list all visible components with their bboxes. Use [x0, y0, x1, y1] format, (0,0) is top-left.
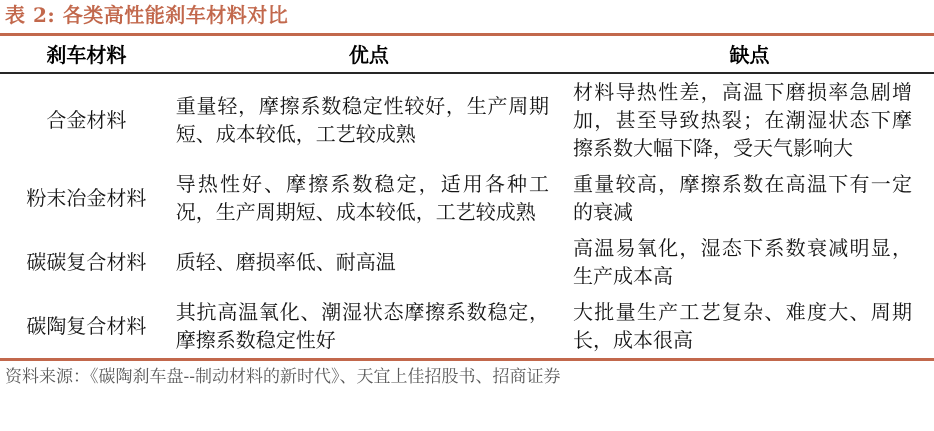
- material-pros: 导热性好、摩擦系数稳定，适用各种工况，生产周期短、成本较低，工艺较成熟: [175, 172, 550, 224]
- table-row: [0, 294, 934, 360]
- column-header-pros: 优点: [173, 36, 565, 73]
- comparison-table: [0, 36, 934, 361]
- material-cons: 高温易氧化，湿态下系数衰减明显，生产成本高: [573, 236, 912, 288]
- material-pros: 重量轻，摩擦系数稳定性较好，生产周期短、成本较低，工艺较成熟: [175, 94, 550, 146]
- material-cons: 材料导热性差，高温下磨损率急剧增加，甚至导致热裂；在潮湿状态下摩擦系数大幅下降，受天气影响大: [573, 80, 912, 160]
- table-row: [0, 166, 934, 230]
- material-cons: 大批量生产工艺复杂、难度大、周期长，成本很高: [573, 300, 912, 352]
- material-cons: 重量较高，摩擦系数在高温下有一定的衰减: [573, 172, 912, 224]
- material-name: 粉末冶金材料: [26, 186, 147, 210]
- column-header-material: 刹车材料: [0, 36, 173, 73]
- material-pros: 其抗高温氧化、潮湿状态摩擦系数稳定，摩擦系数稳定性好: [175, 300, 550, 352]
- material-name: 碳陶复合材料: [26, 314, 147, 338]
- table-header-row: [0, 36, 934, 73]
- material-name: 合金材料: [46, 108, 127, 132]
- table-title: 表 2: 各类高性能刹车材料对比: [0, 2, 934, 36]
- material-name: 碳碳复合材料: [26, 250, 147, 274]
- column-header-cons: 缺点: [565, 36, 934, 73]
- table-row: [0, 230, 934, 294]
- source-note: 资料来源：《碳陶刹车盘--制动材料的新时代》、天宜上佳招股书、招商证券: [5, 367, 561, 387]
- table-row: [0, 73, 934, 166]
- material-pros: 质轻、磨损率低、耐高温: [175, 250, 396, 274]
